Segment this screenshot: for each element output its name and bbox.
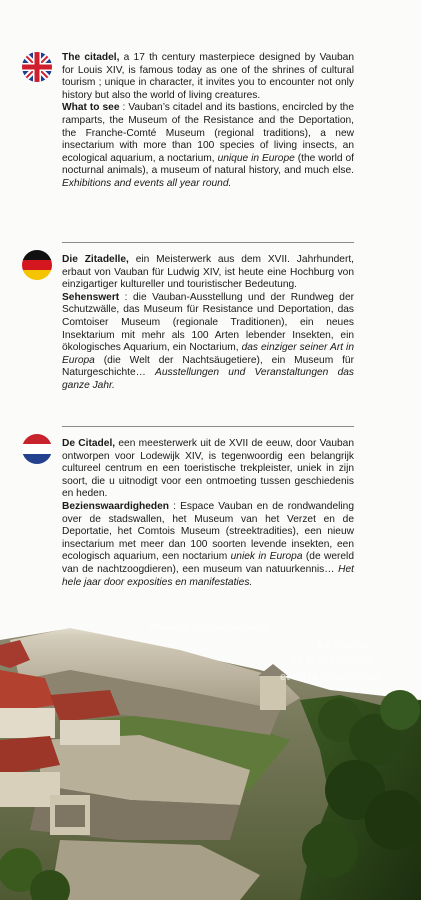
german-what-text-2: (die Welt der Nachtsäugetiere), ein Museum für Naturgeschichte… <box>62 354 354 379</box>
german-title: Die Zitadelle, <box>62 254 129 265</box>
english-section <box>62 52 354 191</box>
photo-overlay-line-1: Musée de la Franche-Comté <box>150 622 270 632</box>
english-what-text-1: : Vauban’s citadel and its bastions, encircled by the ramparts, the Museum of the Resistance and the Deportation, the Franche-Comté Museum (regional traditions), a new insectarium with more than 100 species of living insects, an ecological aquarium, a noctarium, <box>62 102 354 164</box>
german-what-label: Sehenswert <box>62 291 120 303</box>
divider-2 <box>62 426 354 427</box>
english-what-italic: unique in Europe <box>217 152 295 164</box>
dutch-what-label: Bezienswaardigheden <box>62 500 169 512</box>
dutch-what-text-1: : Espace Vauban en de rondwandeling over de stadswallen, het Museum van het Verzet en de Deportatie, het Comtois Museum (streektradities), een nieuw insectarium met meer dan 100 soorten levende insekten, een ecologisch aquarium, een noctarium <box>62 500 354 563</box>
german-what-text-1: : die Vauban-Ausstellung und der Rundweg der Schutzwälle, das Museum für Resistance und Deportation, das Comtoiser Museum (regionale Traditionen), ein neues Insektarium mit mehr als 100 Arten lebender Insekten, ein ökologisches Aquarium, ein Noctarium, <box>62 291 354 354</box>
dutch-what-text-2: (de wereld van de nachtzoogdieren), een museum van natuurkennis… <box>62 551 354 575</box>
dutch-flag-icon <box>22 434 52 464</box>
citadel-aerial-photo <box>0 600 421 900</box>
divider-1 <box>62 242 354 243</box>
dutch-what-paragraph <box>62 501 354 589</box>
german-exhibitions: Ausstellungen und Veranstaltungen das ganze Jahr. <box>62 367 354 391</box>
english-exhibitions: Exhibitions and events all year round. <box>62 177 232 189</box>
dutch-what-italic: uniek in Europa <box>230 551 303 563</box>
photo-overlay-line-3: de la résistance <box>290 655 373 667</box>
english-title: The citadel, <box>62 52 120 63</box>
german-section <box>62 254 354 393</box>
english-what-text-2: (the world of nocturnal animals), a museum of natural history, and much else. <box>62 152 355 177</box>
photo-overlay-line-4: et de la déportation <box>280 671 382 683</box>
german-what-paragraph <box>62 292 354 393</box>
german-flag-icon <box>22 250 52 280</box>
german-what-italic: das einziger seiner Art in Europa <box>62 342 354 366</box>
english-what-label: What to see <box>62 102 120 114</box>
german-intro-paragraph <box>62 254 354 292</box>
german-intro: ein Meisterwerk aus dem XVII. Jahrhundert, erbaut von Vauban für Ludwig XIV, ist heute eine Hochburg von einzigartiger kultureller und touristischer Bedeutung. <box>62 254 355 291</box>
uk-flag-icon <box>22 52 52 82</box>
dutch-exhibitions: Het hele jaar door exposities en manifestaties. <box>62 563 354 588</box>
dutch-intro: een meesterwerk uit de XVII de eeuw, door Vauban ontworpen voor Lodewijk XIV, is tegenwoordig een belangrijk cultureel centrum en een toeristische trekpleister, uniek in zijn soort, die u uitnodigt voor een ontmoeting tussen geschiedenis en heden. <box>62 438 354 500</box>
english-intro: a 17 th century masterpiece designed by Vauban for Louis XIV, is famous today as one of the shrines of cultural tourism ; unique in character, it invites you to encounter not only history but also the world of living creatures. <box>62 52 355 101</box>
english-intro-paragraph <box>62 52 354 102</box>
dutch-intro-paragraph <box>62 438 354 501</box>
dutch-section <box>62 438 354 589</box>
dutch-title: De Citadel, <box>62 438 116 449</box>
english-what-paragraph <box>62 102 354 190</box>
photo-overlay-line-2: Le Musée <box>318 639 369 651</box>
